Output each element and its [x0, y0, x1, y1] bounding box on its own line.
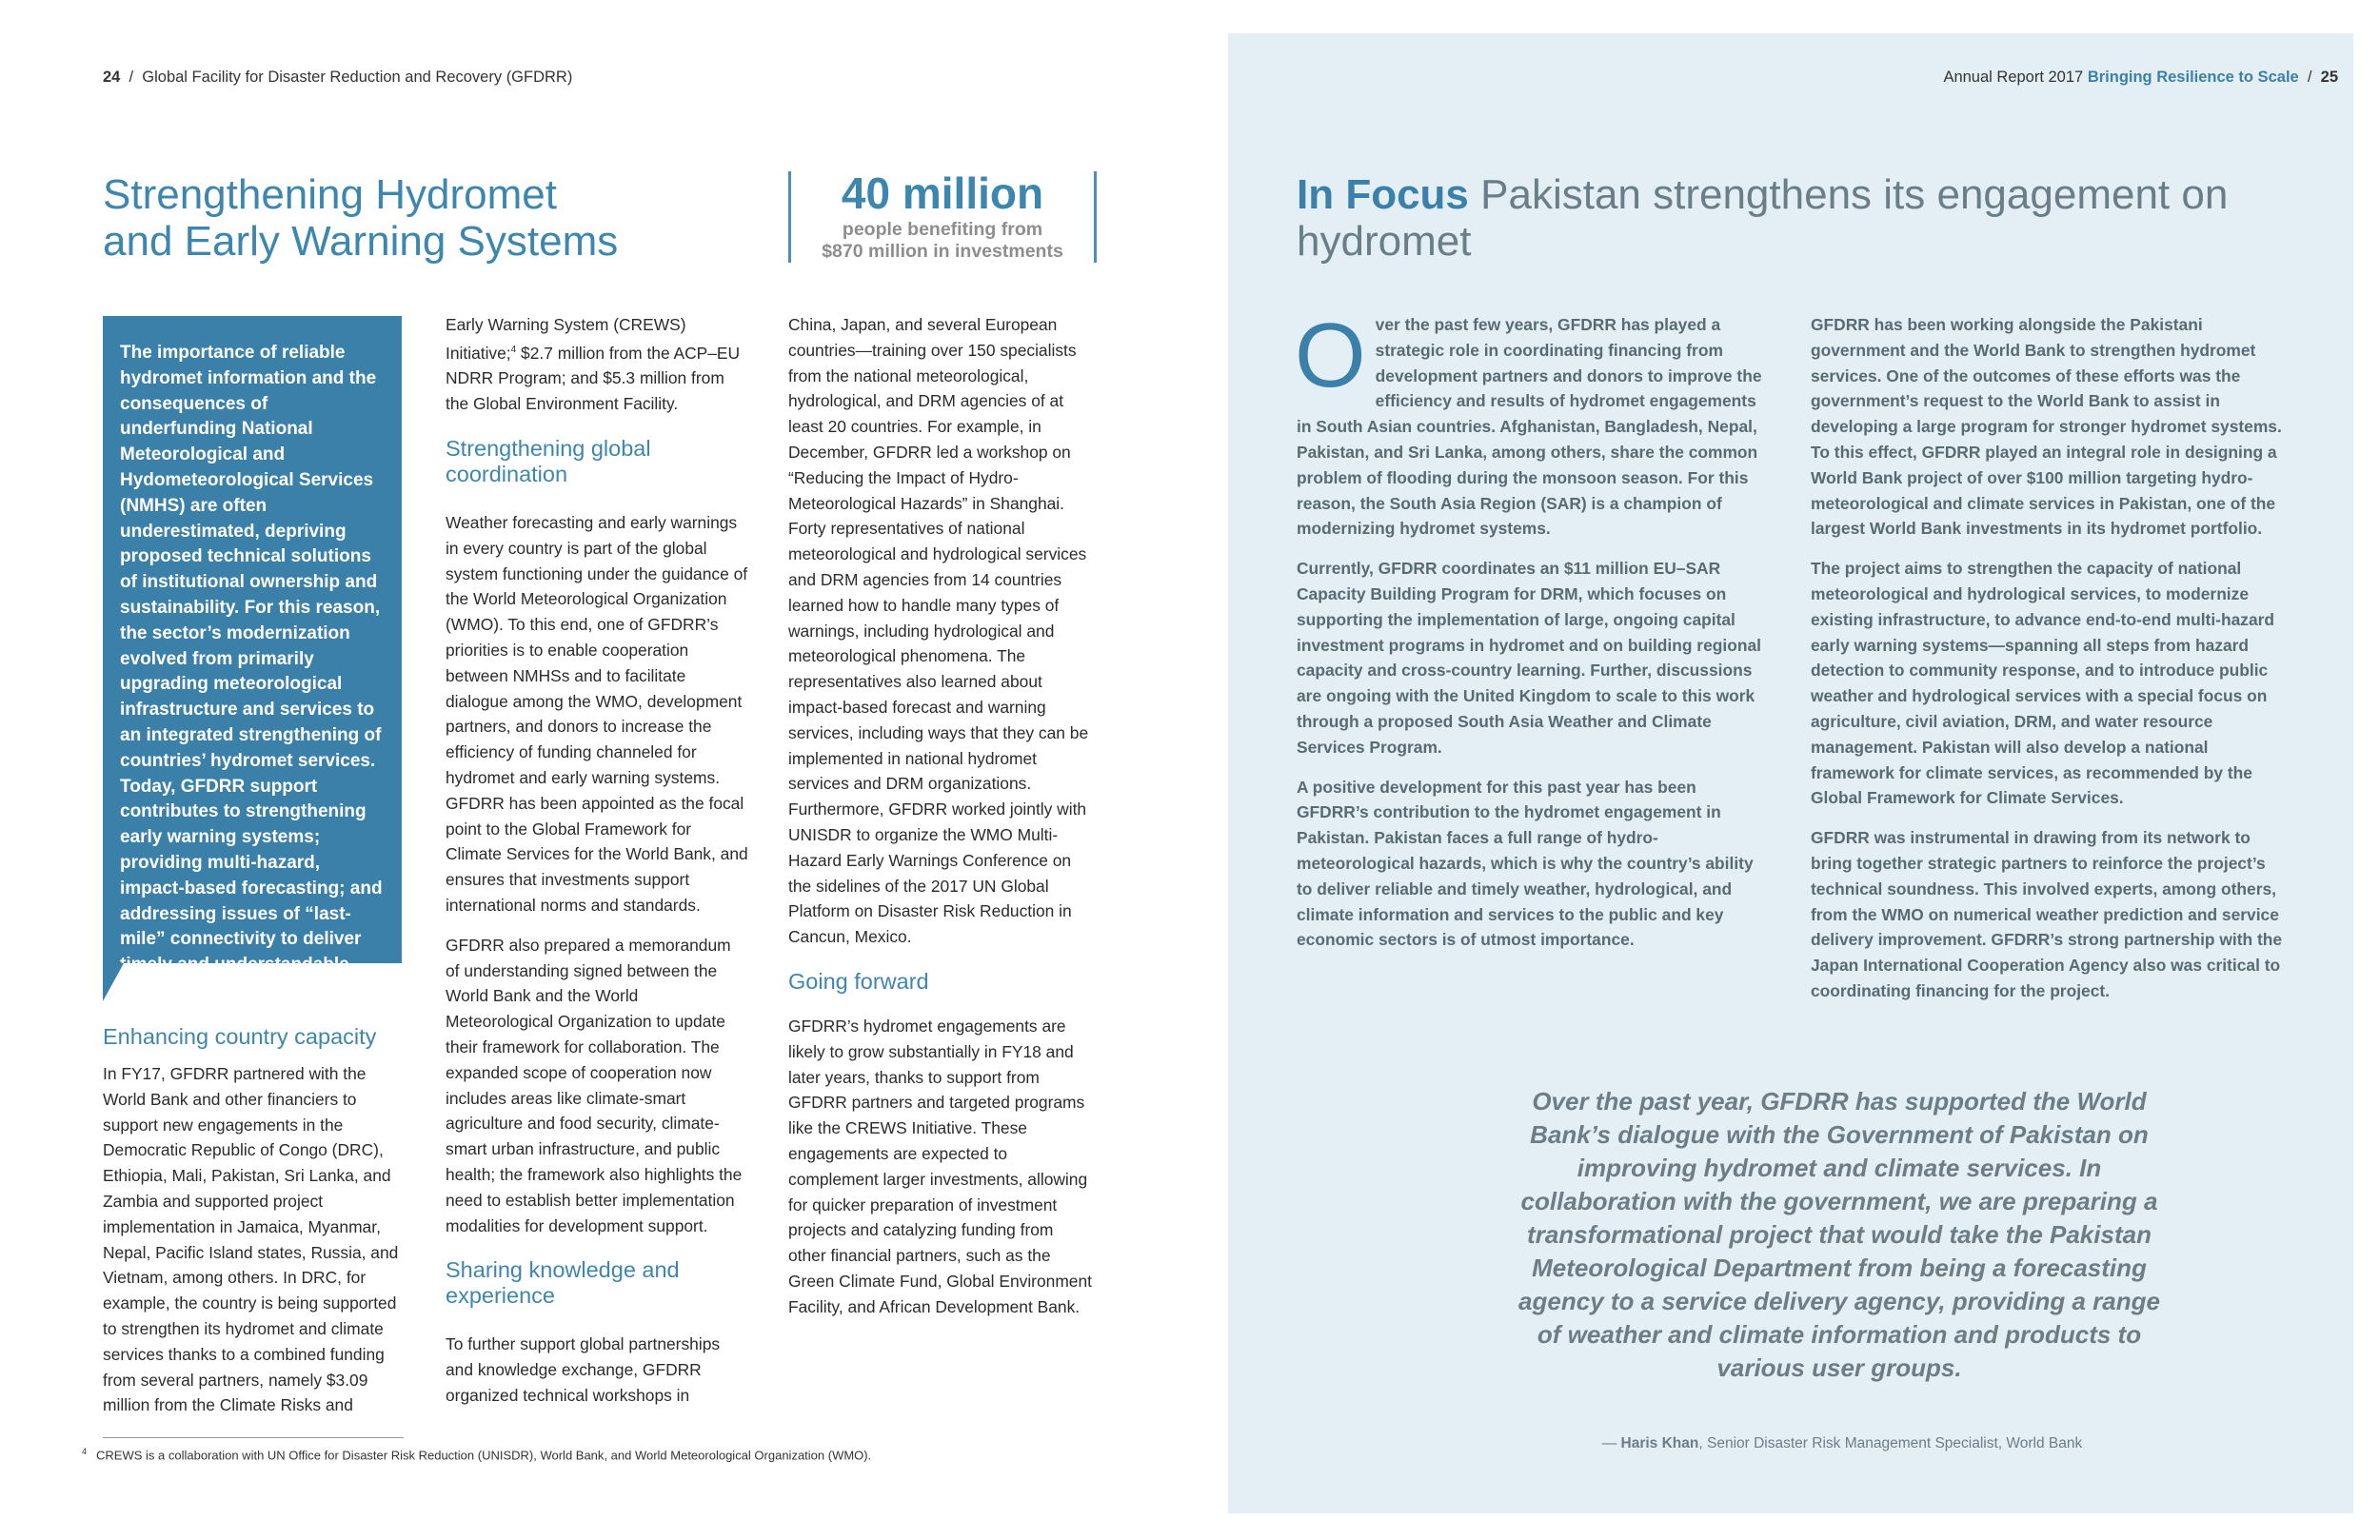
left-column-2 — [446, 312, 748, 1423]
paragraph: A positive development for this past year has been GFDRR’s contribution to the hydromet engagement in Pakistan. Pakistan faces a full range of hydro-meteorological hazards, which is why the country’s ability to deliver reliable and timely weather, hydrological, and climate information and services to the public and key economic sectors is of utmost importance. — [1297, 777, 1754, 950]
right-page-number: 25 — [2320, 69, 2338, 86]
paragraph: Weather forecasting and early warnings in every country is part of the global system functioning under the guidance of the World Meteorological Organization (WMO). To this end, one of GFDRR’s priorities is to enable cooperation between NMHSs and to facilitate dialogue among the WMO, development partners, and donors to increase the efficiency of funding channeled for hydromet and early warning systems. GFDRR has been appointed as the focal point to the Global Framework for Climate Services for the World Bank, and ensures that investments support international norms and standards. — [446, 512, 748, 915]
callout-tail — [103, 963, 124, 1001]
paragraph: GFDRR also prepared a memorandum of understanding signed between the World Bank and the World Meteorological Organization to update their framework for collaboration. The expanded scope of cooperation now includes areas like climate-smart agriculture and food security, climate-smart urban infrastructure, and public health; the framework also highlights the need to establish better implementation modalities for development support. — [446, 935, 743, 1235]
quote-author: Haris Khan — [1620, 1435, 1699, 1451]
drop-cap: O — [1295, 305, 1366, 406]
stat-description-line: $870 million in investments — [822, 241, 1063, 262]
page-title-right — [1297, 171, 2325, 265]
quote-dash: — — [1601, 1435, 1621, 1451]
quote-attribution — [1476, 1435, 2209, 1452]
footnote-text: CREWS is a collaboration with UN Office for Disaster Risk Reduction (UNISDR), World Bank, and World Meteorological Organization (WMO). — [96, 1448, 872, 1463]
paragraph: In FY17, GFDRR partnered with the World Bank and other financiers to support new engagements in the Democratic Republic of Congo (DRC), Ethiopia, Mali, Pakistan, Sri Lanka, and Zambia and supported project implementation in Jamaica, Myanmar, Nepal, Pacific Island states, Russia, and Vietnam, among others. In DRC, for example, the country is being supported to strengthen its hydromet and climate services thanks to a combined funding from several partners, namely $3.09 million from the Climate Risks and — [103, 1064, 399, 1415]
page-title-left — [103, 171, 788, 265]
title-text: Pakistan strengthens its engagement on hydromet — [1297, 171, 2229, 265]
pull-quote-text: Over the past year, GFDRR has supported the World Bank’s dialogue with the Government of Pakistan on improving hydromet and climate services. In collaboration with the government, we are preparing a transformational project that would take the Pakistan Meteorological Department from being a forecasting agency to a service delivery agency, providing a range of weather and climate information and products to various user groups. — [1518, 1087, 2160, 1382]
footnote-marker: 4 — [82, 1447, 88, 1456]
paragraph-text: ver the past few years, GFDRR has played a strategic role in coordinating financing from development partners and donors to improve the efficiency and results of hydromet engagements in South Asian countries. Afghanistan, Bangladesh, Nepal, Pakistan, and Sri Lanka, among others, share the common problem of flooding during the monsoon season. For this reason, the South Asia Region (SAR) is a champion of modernizing hydromet systems. — [1297, 315, 1762, 539]
left-running-title: Global Facility for Disaster Reduction and Recovery (GFDRR) — [142, 69, 573, 86]
in-focus-label: In Focus — [1297, 171, 1469, 218]
section-heading-sharing-knowledge: Sharing knowledge and experience — [446, 1257, 680, 1309]
section-heading-going-forward: Going forward — [788, 968, 929, 994]
footnote-ref[interactable]: 4 — [510, 344, 517, 355]
paragraph: To further support global partnerships and knowledge exchange, GFDRR organized technical workshops in — [446, 1334, 721, 1405]
title-line: Strengthening Hydromet — [103, 171, 557, 218]
footnote — [82, 1447, 1129, 1462]
paragraph: GFDRR’s hydromet engagements are likely to grow substantially in FY18 and later years, thanks to support from GFDRR partners and targeted programs like the CREWS Initiative. These engagements are expected to complement larger investments, allowing for quicker preparation of investment projects and catalyzing funding from other financial partners, such as the Green Climate Fund, Global Environment Facility, and African Development Bank. — [788, 1016, 1092, 1316]
paragraph: Currently, GFDRR coordinates an $11 million EU–SAR Capacity Building Program for DRM, which focuses on supporting the implementation of large, ongoing capital investment programs in hydromet and on building regional capacity and cross-country learning. Further, discussions are ongoing with the United Kingdom to scale to this work through a proposed South Asia Weather and Climate Services Program. — [1297, 559, 1761, 757]
paragraph-text: $2.7 million from the ACP–EU NDRR Program; and $5.3 million from the Global Environment Facility. — [446, 343, 741, 414]
section-heading-enhancing: Enhancing country capacity — [103, 1024, 377, 1049]
title-line: and Early Warning Systems — [103, 218, 619, 265]
footnote-divider — [103, 1437, 404, 1438]
right-running-title-bold: Bringing Resilience to Scale — [2087, 69, 2299, 86]
stat-description — [791, 219, 1094, 263]
callout-box — [103, 316, 402, 1026]
paragraph — [446, 312, 748, 417]
paragraph-text: Early Warning System (CREWS) Initiative; — [446, 315, 686, 363]
right-column-1 — [1295, 305, 1769, 967]
stat-number: 40 million — [841, 168, 1044, 218]
right-running-header: Annual Report 2017 Bringing Resilience to Scale / 25 — [1943, 69, 2338, 86]
callout-text: The importance of reliable hydromet information and the consequences of underfunding National Meteorological and Hydometeorological Services (NMHS) are often underestimated, depriving proposed technical solutions of institutional ownership and sustainability. For this reason, the sector’s modernization evolved from primarily upgrading meteorological infrastructure and services to an integrated strengthening of countries’ hydromet services. Today, GFDRR support contributes to strengthening early warning systems; providing multi-hazard, impact-based forecasting; and addressing issues of “last-mile” connectivity to deliver timely and understandable information to vulnerable communities. — [120, 343, 383, 1026]
right-running-title: Annual Report 2017 — [1943, 69, 2088, 86]
stat-description-line: people benefiting from — [842, 219, 1043, 240]
paragraph: The project aims to strengthen the capacity of national meteorological and hydrological services, to modernize existing infrastructure, to advance end-to-end multi-hazard early warning systems—spanning all steps from hazard detection to community response, and to introduce public weather and hydrological services with a special focus on agriculture, civil aviation, DRM, and water resource management. Pakistan will also develop a national framework for climate services, as recommended by the Global Framework for Climate Services. — [1811, 559, 2275, 808]
left-column-3 — [788, 312, 1093, 1333]
quote-role: , Senior Disaster Risk Management Specialist, World Bank — [1698, 1435, 2083, 1451]
left-page-number: 24 — [103, 69, 121, 86]
pull-quote — [1516, 1085, 2163, 1385]
stat-box — [788, 168, 1097, 263]
right-column-2 — [1811, 312, 2287, 1018]
paragraph: GFDRR has been working alongside the Pakistani government and the World Bank to strengthen hydromet services. One of the outcomes of these efforts was the government’s request to the World Bank to assist in developing a large program for stronger hydromet systems. To this effect, GFDRR played an integral role in designing a World Bank project of over $100 million targeting hydro-meteorological and climate services in Pakistan, one of the largest World Bank investments in its hydromet portfolio. — [1811, 315, 2282, 539]
paragraph: China, Japan, and several European countries—training over 150 specialists from the national meteorological, hydrological, and DRM agencies of at least 20 countries. For example, in December, GFDRR led a workshop on “Reducing the Impact of Hydro-Meteorological Hazards” in Shanghai. Forty representatives of national meteorological and hydrological services and DRM agencies from 14 countries learned how to handle many types of warnings, including hydrological and meteorological phenomena. The representatives also learned about impact-based forecast and warning services, including ways that they can be implemented in national hydromet services and DRM organizations. Furthermore, GFDRR worked jointly with UNISDR to organize the WMO Multi-Hazard Early Warnings Conference on the sidelines of the 2017 UN Global Platform on Disaster Risk Reduction in Cancun, Mexico. — [788, 315, 1089, 947]
paragraph — [1295, 305, 1769, 542]
left-running-header: 24 / Global Facility for Disaster Reduction and Recovery (GFDRR) — [103, 69, 573, 86]
paragraph: GFDRR was instrumental in drawing from its network to bring together strategic partners to reinforce the project’s technical soundness. This involved experts, among others, from the WMO on numerical weather prediction and service delivery improvement. GFDRR’s strong partnership with the Japan International Cooperation Agency also was critical to coordinating financing for the project. — [1811, 828, 2283, 1000]
left-column-1 — [103, 1024, 404, 1432]
section-heading-global-coordination: Strengthening global coordination — [446, 435, 651, 486]
